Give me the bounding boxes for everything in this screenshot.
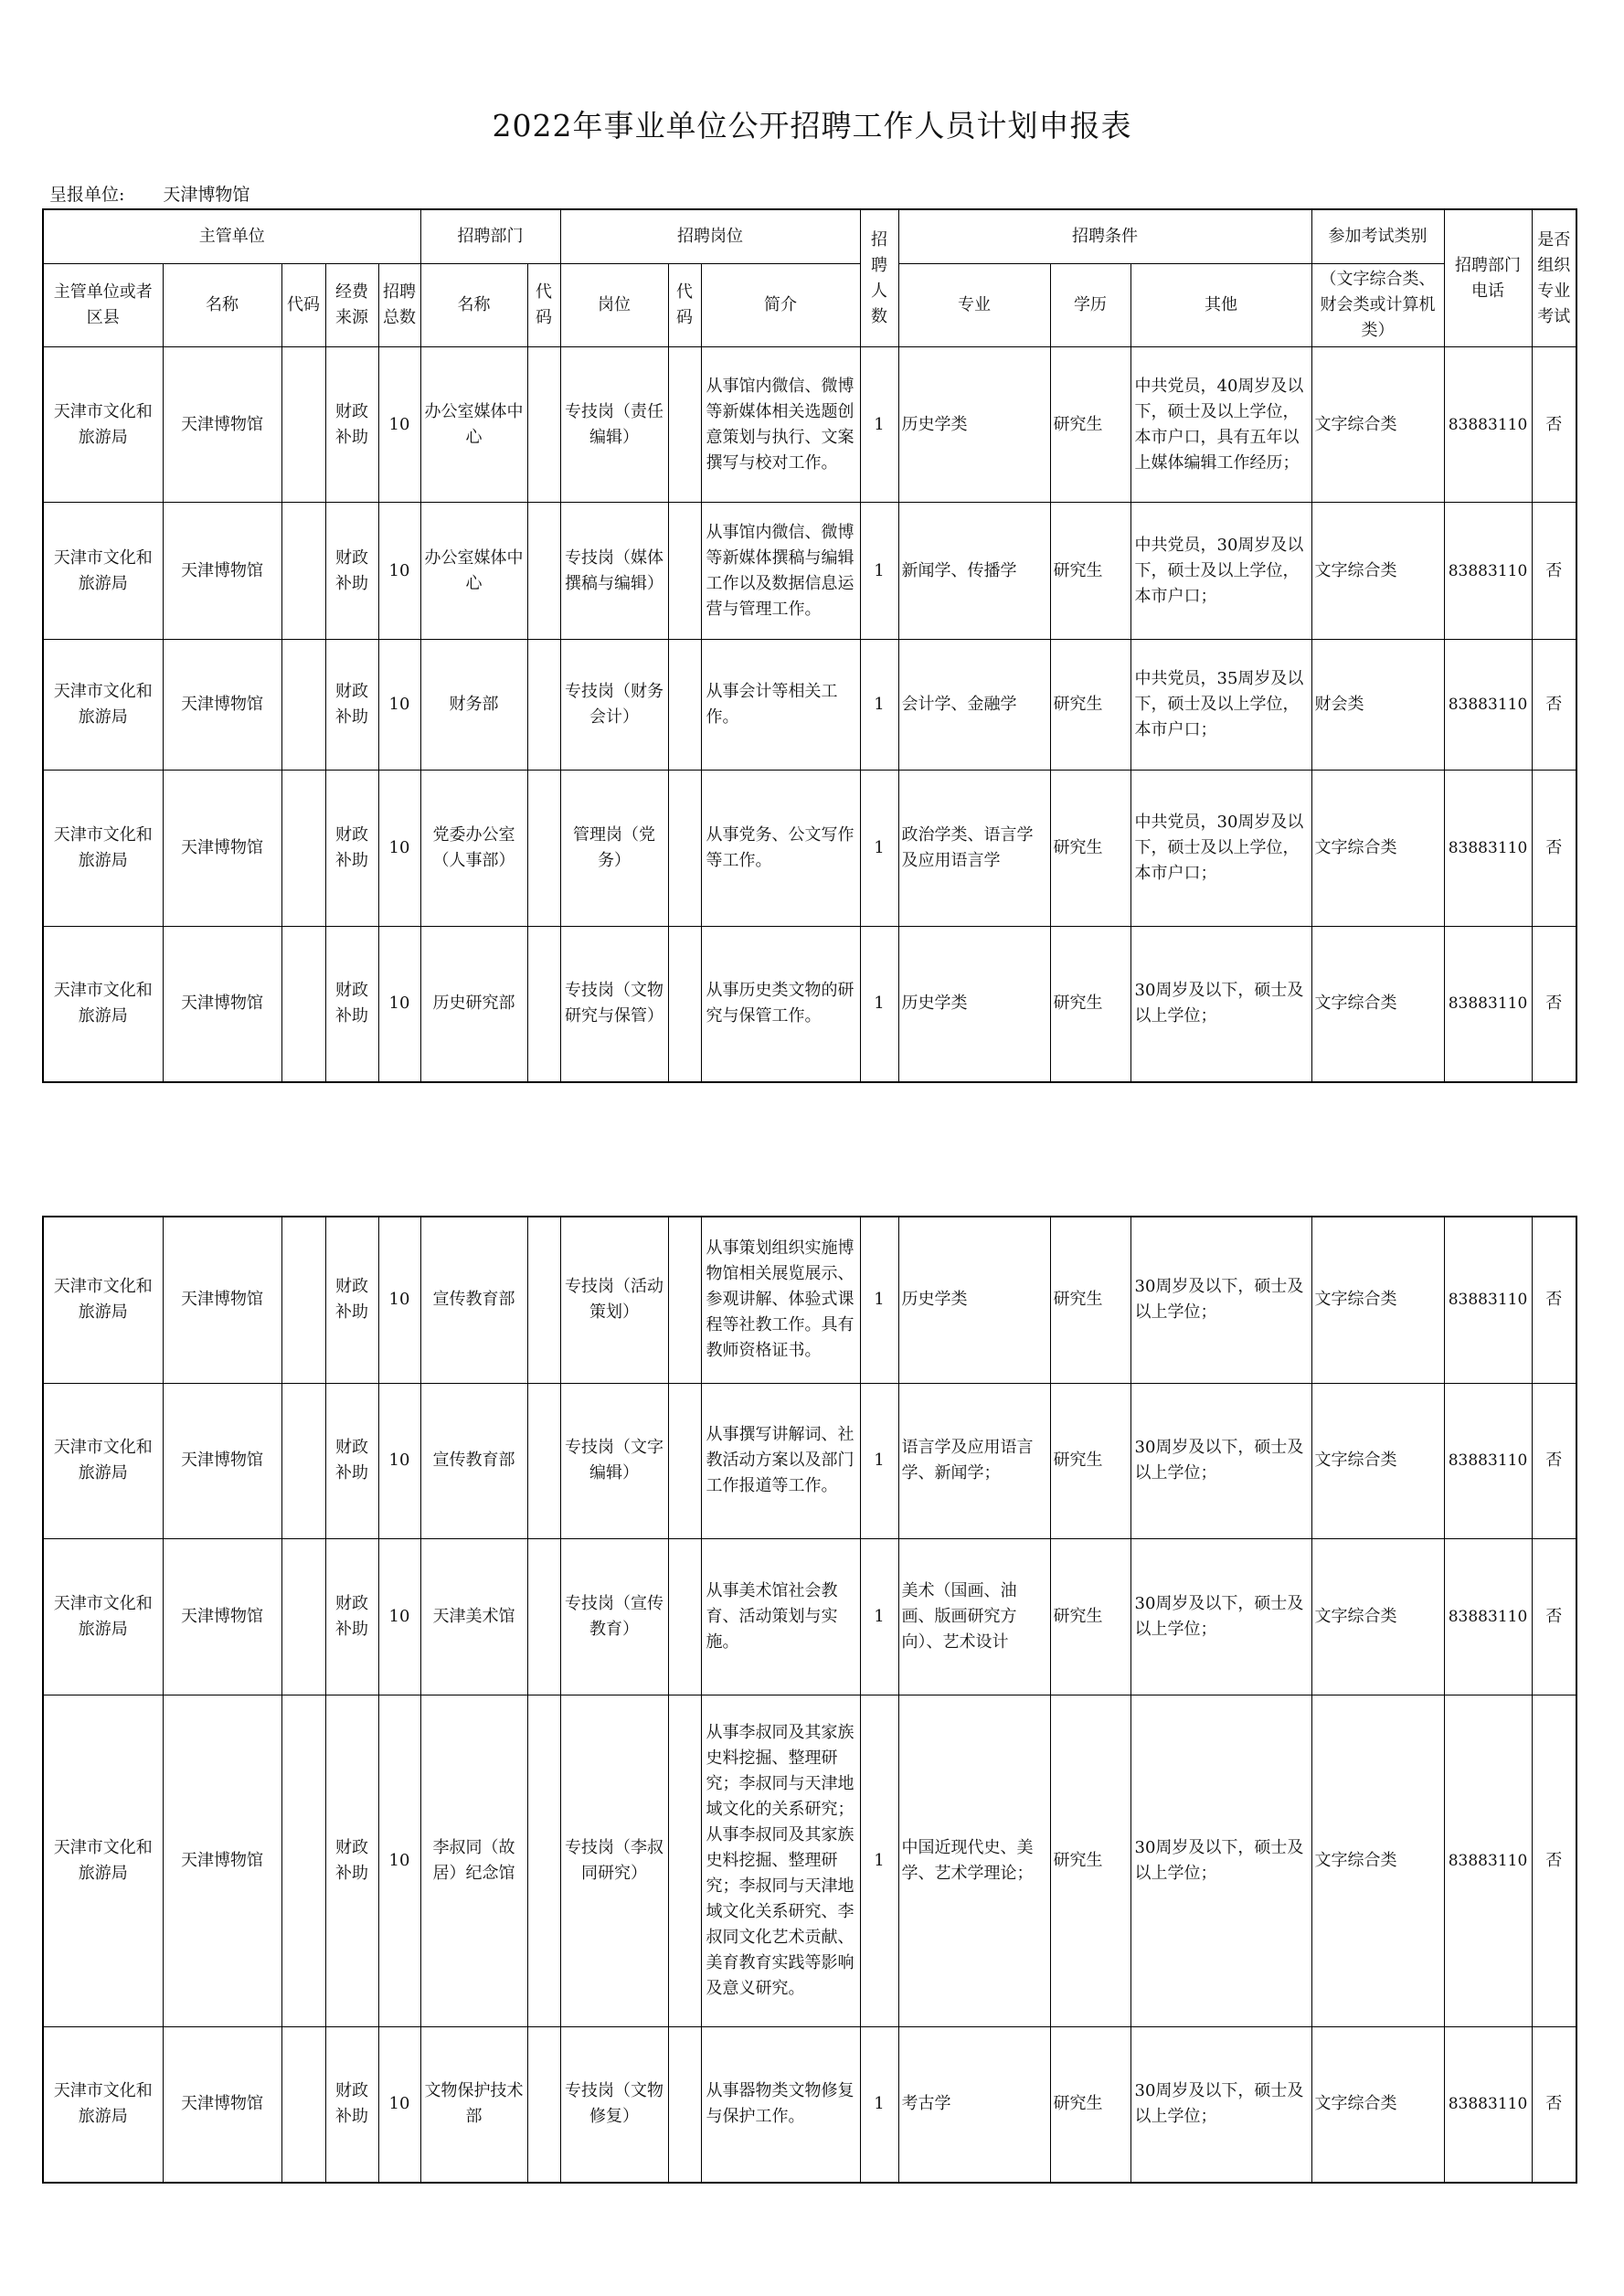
cell-other: 中共党员，40周岁及以下，硕士及以上学位，本市户口，具有五年以上媒体编辑工作经历； (1130, 347, 1311, 503)
cell-count: 1 (860, 927, 898, 1082)
cell-code (281, 1695, 325, 2026)
cell-intro: 从事历史类文物的研究与保管工作。 (701, 927, 860, 1082)
header-total: 招聘总数 (378, 264, 420, 347)
cell-major: 会计学、金融学 (898, 640, 1050, 771)
cell-phone: 83883110 (1444, 771, 1532, 927)
cell-org-exam: 否 (1532, 640, 1576, 771)
cell-education: 研究生 (1050, 1538, 1130, 1695)
cell-count: 1 (860, 771, 898, 927)
cell-supervisor: 天津市文化和旅游局 (43, 1538, 163, 1695)
header-conditions-group: 招聘条件 (898, 209, 1311, 264)
cell-dept-code (527, 1383, 560, 1538)
cell-intro: 从事李叔同及其家族史料挖掘、整理研究；李叔同与天津地域文化的关系研究；从事李叔同及其家族史料挖掘、整理研究；李叔同与天津地域文化关系研究、李叔同文化艺术贡献、美育教育实践等影响及意义研究。 (701, 1695, 860, 2026)
cell-other: 30周岁及以下，硕士及以上学位； (1130, 2026, 1311, 2183)
cell-intro: 从事党务、公文写作等工作。 (701, 771, 860, 927)
cell-position-code (668, 1695, 701, 2026)
cell-org-exam: 否 (1532, 347, 1576, 503)
cell-exam: 文字综合类 (1311, 503, 1444, 640)
header-code: 代码 (281, 264, 325, 347)
cell-exam: 文字综合类 (1311, 1217, 1444, 1383)
cell-code (281, 1383, 325, 1538)
cell-major: 中国近现代史、美学、艺术学理论； (898, 1695, 1050, 2026)
cell-name: 天津博物馆 (163, 1217, 281, 1383)
cell-intro: 从事会计等相关工作。 (701, 640, 860, 771)
cell-intro: 从事撰写讲解词、社教活动方案以及部门工作报道等工作。 (701, 1383, 860, 1538)
cell-count: 1 (860, 2026, 898, 2183)
cell-count: 1 (860, 1383, 898, 1538)
cell-education: 研究生 (1050, 640, 1130, 771)
cell-exam: 文字综合类 (1311, 771, 1444, 927)
cell-funding: 财政补助 (325, 771, 378, 927)
cell-intro: 从事美术馆社会教育、活动策划与实施。 (701, 1538, 860, 1695)
cell-org-exam: 否 (1532, 1217, 1576, 1383)
cell-education: 研究生 (1050, 927, 1130, 1082)
cell-other: 30周岁及以下，硕士及以上学位； (1130, 1538, 1311, 1695)
cell-total: 10 (378, 347, 420, 503)
cell-phone: 83883110 (1444, 1217, 1532, 1383)
cell-phone: 83883110 (1444, 1695, 1532, 2026)
cell-count: 1 (860, 1217, 898, 1383)
cell-phone: 83883110 (1444, 503, 1532, 640)
cell-supervisor: 天津市文化和旅游局 (43, 503, 163, 640)
cell-position: 管理岗（党务） (560, 771, 668, 927)
cell-position: 专技岗（文物修复） (560, 2026, 668, 2183)
header-dept-code: 代码 (527, 264, 560, 347)
cell-position-code (668, 503, 701, 640)
cell-count: 1 (860, 1695, 898, 2026)
cell-org-exam: 否 (1532, 1695, 1576, 2026)
cell-phone: 83883110 (1444, 1383, 1532, 1538)
cell-other: 中共党员，35周岁及以下，硕士及以上学位，本市户口； (1130, 640, 1311, 771)
cell-dept-code (527, 2026, 560, 2183)
cell-exam: 文字综合类 (1311, 347, 1444, 503)
cell-code (281, 1538, 325, 1695)
cell-other: 中共党员，30周岁及以下，硕士及以上学位，本市户口； (1130, 503, 1311, 640)
cell-name: 天津博物馆 (163, 1538, 281, 1695)
cell-exam: 文字综合类 (1311, 1383, 1444, 1538)
cell-dept: 宣传教育部 (420, 1217, 527, 1383)
cell-dept-code (527, 927, 560, 1082)
cell-intro: 从事馆内微信、微博等新媒体撰稿与编辑工作以及数据信息运营与管理工作。 (701, 503, 860, 640)
cell-total: 10 (378, 1383, 420, 1538)
cell-intro: 从事器物类文物修复与保护工作。 (701, 2026, 860, 2183)
cell-funding: 财政补助 (325, 1383, 378, 1538)
submitter-label: 呈报单位: (49, 185, 125, 205)
cell-major: 历史学类 (898, 1217, 1050, 1383)
cell-funding: 财政补助 (325, 1538, 378, 1695)
cell-name: 天津博物馆 (163, 1383, 281, 1538)
cell-code (281, 503, 325, 640)
cell-total: 10 (378, 1695, 420, 2026)
header-education: 学历 (1050, 264, 1130, 347)
submitter-line (49, 181, 249, 206)
cell-education: 研究生 (1050, 1695, 1130, 2026)
cell-other: 30周岁及以下，硕士及以上学位； (1130, 1217, 1311, 1383)
cell-education: 研究生 (1050, 2026, 1130, 2183)
cell-name: 天津博物馆 (163, 347, 281, 503)
cell-position-code (668, 2026, 701, 2183)
submitter-value: 天津博物馆 (163, 185, 250, 205)
header-position-group: 招聘岗位 (560, 209, 860, 264)
table-row (43, 640, 1576, 771)
cell-education: 研究生 (1050, 1383, 1130, 1538)
cell-position: 专技岗（李叔同研究） (560, 1695, 668, 2026)
cell-total: 10 (378, 1538, 420, 1695)
cell-other: 30周岁及以下，硕士及以上学位； (1130, 927, 1311, 1082)
cell-exam: 文字综合类 (1311, 1695, 1444, 2026)
cell-phone: 83883110 (1444, 1538, 1532, 1695)
cell-org-exam: 否 (1532, 2026, 1576, 2183)
cell-dept: 办公室媒体中心 (420, 503, 527, 640)
header-position-code: 代码 (668, 264, 701, 347)
cell-count: 1 (860, 1538, 898, 1695)
cell-exam: 财会类 (1311, 640, 1444, 771)
cell-major: 历史学类 (898, 347, 1050, 503)
cell-phone: 83883110 (1444, 927, 1532, 1082)
cell-code (281, 347, 325, 503)
cell-phone: 83883110 (1444, 640, 1532, 771)
recruitment-table-page-1 (42, 208, 1577, 1083)
cell-major: 语言学及应用语言学、新闻学； (898, 1383, 1050, 1538)
cell-dept-code (527, 1217, 560, 1383)
cell-major: 历史学类 (898, 927, 1050, 1082)
recruitment-table-page-2 (42, 1216, 1577, 2184)
header-count: 招聘人数 (860, 209, 898, 347)
cell-supervisor: 天津市文化和旅游局 (43, 347, 163, 503)
cell-total: 10 (378, 640, 420, 771)
table-row (43, 2026, 1576, 2183)
cell-code (281, 1217, 325, 1383)
cell-position-code (668, 771, 701, 927)
header-supervisor-area: 主管单位或者区县 (43, 264, 163, 347)
cell-dept: 李叔同（故居）纪念馆 (420, 1695, 527, 2026)
header-funding: 经费来源 (325, 264, 378, 347)
cell-position-code (668, 1538, 701, 1695)
cell-intro: 从事馆内微信、微博等新媒体相关选题创意策划与执行、文案撰写与校对工作。 (701, 347, 860, 503)
cell-supervisor: 天津市文化和旅游局 (43, 640, 163, 771)
table-body-page-2 (43, 1217, 1576, 2183)
header-intro: 简介 (701, 264, 860, 347)
cell-count: 1 (860, 640, 898, 771)
cell-major: 美术（国画、油画、版画研究方向）、艺术设计 (898, 1538, 1050, 1695)
cell-name: 天津博物馆 (163, 640, 281, 771)
cell-funding: 财政补助 (325, 640, 378, 771)
header-exam-group: 参加考试类别 (1311, 209, 1444, 264)
cell-major: 政治学类、语言学及应用语言学 (898, 771, 1050, 927)
cell-other: 30周岁及以下，硕士及以上学位； (1130, 1695, 1311, 2026)
table-row (43, 1217, 1576, 1383)
header-phone: 招聘部门电话 (1444, 209, 1532, 347)
table-row (43, 503, 1576, 640)
cell-position-code (668, 1217, 701, 1383)
cell-dept: 财务部 (420, 640, 527, 771)
cell-org-exam: 否 (1532, 503, 1576, 640)
cell-code (281, 2026, 325, 2183)
table-row (43, 1383, 1576, 1538)
cell-phone: 83883110 (1444, 347, 1532, 503)
cell-position-code (668, 927, 701, 1082)
header-exam-types: （文字综合类、财会类或计算机类） (1311, 264, 1444, 347)
cell-supervisor: 天津市文化和旅游局 (43, 1383, 163, 1538)
cell-supervisor: 天津市文化和旅游局 (43, 1695, 163, 2026)
cell-funding: 财政补助 (325, 1217, 378, 1383)
cell-position-code (668, 347, 701, 503)
cell-dept: 历史研究部 (420, 927, 527, 1082)
cell-dept: 宣传教育部 (420, 1383, 527, 1538)
page-title: 2022年事业单位公开招聘工作人员计划申报表 (492, 108, 1132, 144)
table-row (43, 1695, 1576, 2026)
cell-org-exam: 否 (1532, 1538, 1576, 1695)
cell-funding: 财政补助 (325, 2026, 378, 2183)
cell-total: 10 (378, 2026, 420, 2183)
header-org-exam: 是否组织专业考试 (1532, 209, 1576, 347)
cell-supervisor: 天津市文化和旅游局 (43, 927, 163, 1082)
cell-name: 天津博物馆 (163, 771, 281, 927)
cell-education: 研究生 (1050, 503, 1130, 640)
header-name: 名称 (163, 264, 281, 347)
cell-dept: 办公室媒体中心 (420, 347, 527, 503)
cell-funding: 财政补助 (325, 503, 378, 640)
cell-exam: 文字综合类 (1311, 927, 1444, 1082)
cell-exam: 文字综合类 (1311, 2026, 1444, 2183)
cell-dept-code (527, 1695, 560, 2026)
cell-other: 中共党员，30周岁及以下，硕士及以上学位，本市户口； (1130, 771, 1311, 927)
header-supervisor-group: 主管单位 (43, 209, 420, 264)
header-other: 其他 (1130, 264, 1311, 347)
cell-supervisor: 天津市文化和旅游局 (43, 771, 163, 927)
cell-major: 新闻学、传播学 (898, 503, 1050, 640)
cell-total: 10 (378, 771, 420, 927)
cell-supervisor: 天津市文化和旅游局 (43, 1217, 163, 1383)
cell-intro: 从事策划组织实施博物馆相关展览展示、参观讲解、体验式课程等社教工作。具有教师资格证书。 (701, 1217, 860, 1383)
table-row (43, 347, 1576, 503)
cell-education: 研究生 (1050, 771, 1130, 927)
cell-major: 考古学 (898, 2026, 1050, 2183)
cell-exam: 文字综合类 (1311, 1538, 1444, 1695)
cell-name: 天津博物馆 (163, 503, 281, 640)
cell-org-exam: 否 (1532, 927, 1576, 1082)
table-row (43, 771, 1576, 927)
table-body-page-1 (43, 347, 1576, 1082)
cell-name: 天津博物馆 (163, 927, 281, 1082)
cell-org-exam: 否 (1532, 771, 1576, 927)
cell-dept-code (527, 640, 560, 771)
header-dept-group: 招聘部门 (420, 209, 560, 264)
cell-phone: 83883110 (1444, 2026, 1532, 2183)
cell-position: 专技岗（宣传教育） (560, 1538, 668, 1695)
cell-dept: 天津美术馆 (420, 1538, 527, 1695)
cell-org-exam: 否 (1532, 1383, 1576, 1538)
cell-supervisor: 天津市文化和旅游局 (43, 2026, 163, 2183)
cell-position-code (668, 1383, 701, 1538)
cell-total: 10 (378, 927, 420, 1082)
cell-total: 10 (378, 1217, 420, 1383)
header-major: 专业 (898, 264, 1050, 347)
cell-total: 10 (378, 503, 420, 640)
cell-name: 天津博物馆 (163, 1695, 281, 2026)
cell-position-code (668, 640, 701, 771)
header-position: 岗位 (560, 264, 668, 347)
header-dept-name: 名称 (420, 264, 527, 347)
cell-position: 专技岗（责任编辑） (560, 347, 668, 503)
cell-dept-code (527, 771, 560, 927)
cell-dept: 党委办公室（人事部） (420, 771, 527, 927)
cell-dept-code (527, 503, 560, 640)
cell-other: 30周岁及以下，硕士及以上学位； (1130, 1383, 1311, 1538)
cell-position: 专技岗（财务会计） (560, 640, 668, 771)
cell-funding: 财政补助 (325, 927, 378, 1082)
cell-education: 研究生 (1050, 347, 1130, 503)
cell-code (281, 640, 325, 771)
cell-dept-code (527, 347, 560, 503)
cell-code (281, 927, 325, 1082)
table-row (43, 927, 1576, 1082)
cell-position: 专技岗（活动策划） (560, 1217, 668, 1383)
cell-funding: 财政补助 (325, 1695, 378, 2026)
cell-dept: 文物保护技术部 (420, 2026, 527, 2183)
cell-code (281, 771, 325, 927)
cell-dept-code (527, 1538, 560, 1695)
cell-position: 专技岗（文字编辑） (560, 1383, 668, 1538)
cell-position: 专技岗（媒体撰稿与编辑） (560, 503, 668, 640)
cell-funding: 财政补助 (325, 347, 378, 503)
cell-education: 研究生 (1050, 1217, 1130, 1383)
cell-count: 1 (860, 503, 898, 640)
cell-name: 天津博物馆 (163, 2026, 281, 2183)
cell-position: 专技岗（文物研究与保管） (560, 927, 668, 1082)
table-row (43, 1538, 1576, 1695)
cell-count: 1 (860, 347, 898, 503)
